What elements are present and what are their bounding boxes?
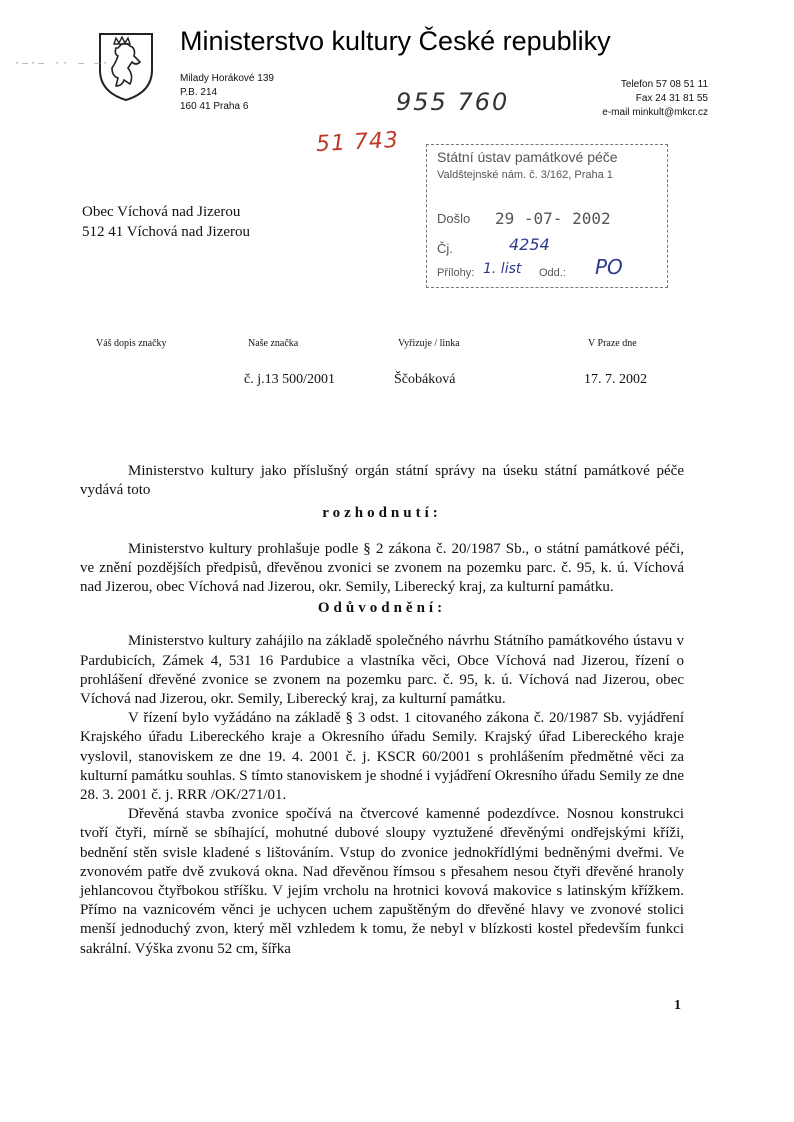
stamp-institution: Státní ústav památkové péče	[437, 149, 618, 165]
sender-contact	[602, 78, 708, 120]
stamp-address: Valdštejnské nám. č. 3/162, Praha 1	[437, 169, 613, 181]
our-ref-label: Naše značka	[248, 338, 299, 349]
reasoning-paragraph-1: Ministerstvo kultury zahájilo na základě společného návrhu Státního památkového ústavu v Pardubicích, Zámek 4, 531 16 Pardubice a vlastníka věci, Obce Víchová nad Jizerou, řízení o prohlášení dřevěné zvonice se zvonem na pozemku parc. č. 95, k. ú. Víchová nad Jizerou, obec Víchová nad Jizerou, okr. Semily, Liberecký kraj, za kulturní památku.	[80, 633, 684, 708]
stamp-attach-label: Přílohy:	[437, 267, 475, 279]
phone-line: Telefon 57 08 51 11	[620, 79, 708, 90]
reasoning-paragraph-3: Dřevěná stavba zvonice spočívá na čtvercové kamenné podezdívce. Nosnou konstrukci tvoří čtyři, mírně se sbíhající, mohutné dubové sloupy vyztužené dřevěnými ondřejskými kříži, bednění stěn svisle kladené s lištováním. Vstup do zvonice jednokřídlými bedněnými dveřmi. Ve zvonovém patře dvě zvuková okna. Nad dřevěnou římsou s přesahem nesou čtyři dřevěné hranoly jehlancovou čtyřbokou stříšku. V jejím vrcholu na hrotnici kovová makovice s latinským křížkem. Přímo na vaznicovém věnci je uchycen uchem zapuštěným do dřevěné hlavy ve zvonové stolici menší jednoduchý zvon, který měl vzhledem k tomu, že nebyl v blízkosti kostel především funkci sakrální. Výška zvonu 52 cm, šířka	[80, 806, 684, 957]
stamp-received-label: Došlo	[437, 211, 471, 226]
margin-scribble: ·–·– ·· – –·	[14, 58, 111, 69]
date-value: 17. 7. 2002	[584, 372, 647, 387]
reasoning-heading: Odůvodnění:	[317, 600, 447, 617]
recipient-line: Obec Víchová nad Jizerou	[82, 204, 241, 220]
address-line: Milady Horákové 139	[180, 73, 274, 84]
stamp-dept-value: PO	[595, 255, 623, 279]
letter-body	[80, 462, 684, 959]
decision-paragraph: Ministerstvo kultury prohlašuje podle § 2 zákona č. 20/1987 Sb., o státní památkové péči, ve znění pozdějších předpisů, dřevěnou zvonici se zvonem na pozemku parc. č. 95, k. ú. Víchová nad Jizerou, obec Víchová nad Jizerou, okr. Semily, Liberecký kraj, za kulturní památku.	[80, 540, 684, 596]
your-letter-label: Váš dopis značky	[96, 338, 167, 349]
recipient-line: 512 41 Víchová nad Jizerou	[82, 224, 251, 240]
address-line: 160 41 Praha 6	[180, 101, 249, 112]
page-number: 1	[674, 998, 681, 1013]
intro-paragraph: Ministerstvo kultury jako příslušný orgán státní správy na úseku státní památkové péče vydává toto	[80, 463, 684, 499]
email-line: e-mail minkult@mkcr.cz	[602, 107, 708, 118]
date-label: V Praze dne	[588, 338, 637, 349]
stamp-ref-label: Čj.	[437, 241, 453, 256]
received-stamp	[426, 144, 668, 288]
stamp-received-date: 29 -07- 2002	[495, 209, 611, 228]
address-line: P.B. 214	[180, 87, 218, 98]
stamp-dept-label: Odd.:	[539, 267, 566, 279]
ministry-title: Ministerstvo kultury České republiky	[180, 26, 611, 56]
handwritten-number: 955 760	[396, 88, 510, 116]
reasoning-paragraph-2: V řízení bylo vyžádáno na základě § 3 odst. 1 citovaného zákona č. 20/1987 Sb. vyjádření Krajského úřadu Libereckého kraje a Okresního úřadu Semily. Krajský úřad Libereckého kraje vyslovil, stanoviskem ze dne 19. 4. 2001 č. j. KSCR 60/2001 s prohlášením předmětné věci za kulturní památku souhlas. S tímto stanoviskem je shodné i vyjádření Okresního úřadu Semily ze dne 28. 3. 2001 č. j. RRR /OK/271/01.	[80, 710, 684, 804]
fax-line: Fax 24 31 81 55	[635, 93, 708, 104]
our-ref-value: č. j.13 500/2001	[244, 372, 335, 387]
stamp-attach-value: 1. list	[483, 261, 522, 277]
stamp-ref-value: 4254	[509, 235, 550, 254]
recipient-address	[82, 202, 250, 242]
sender-address	[180, 72, 274, 114]
decision-heading: rozhodnutí:	[322, 505, 442, 522]
handwritten-red-number: 51 743	[315, 127, 400, 158]
handled-by-value: Ščobáková	[394, 372, 456, 387]
handled-by-label: Vyřizuje / linka	[398, 338, 460, 349]
